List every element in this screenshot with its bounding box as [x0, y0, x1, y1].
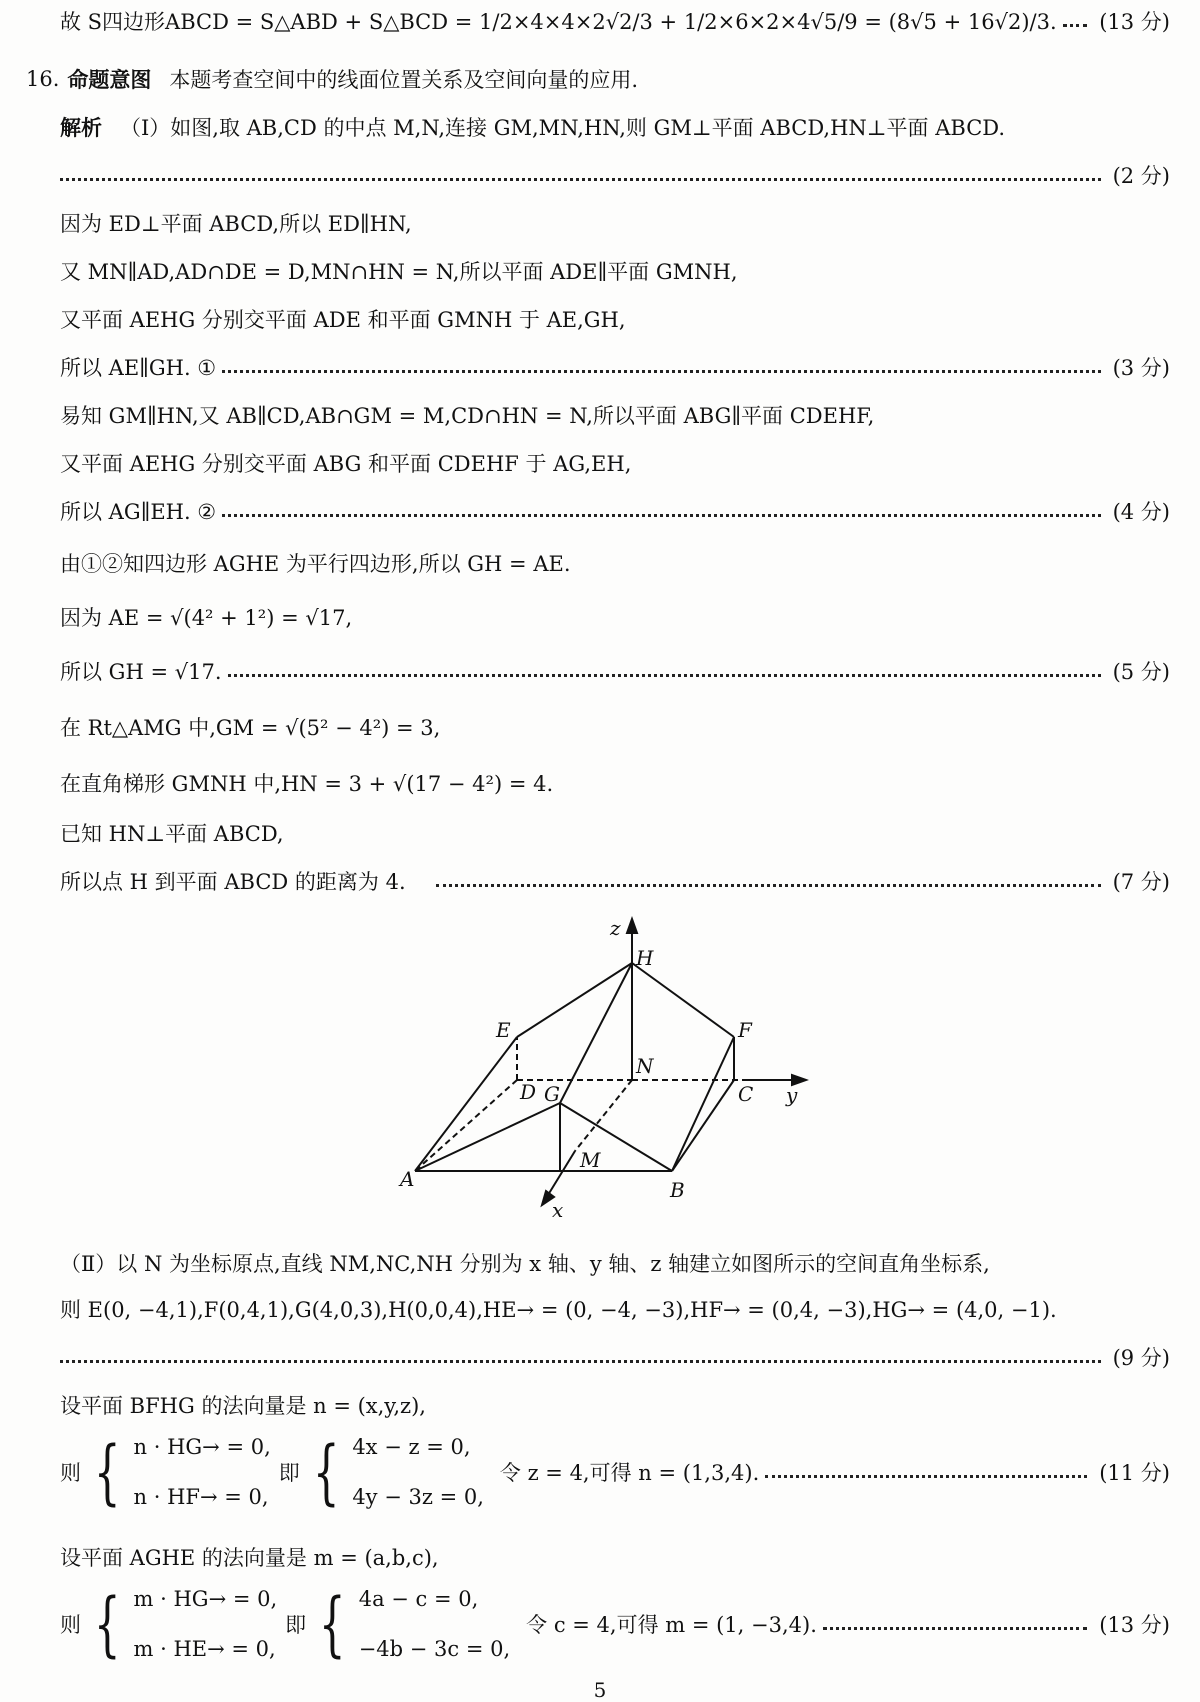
label-H: H	[636, 946, 654, 970]
question-number: 16.	[26, 67, 60, 91]
label-B: B	[670, 1178, 685, 1202]
condition: m · HE→ = 0,	[133, 1637, 276, 1661]
text-line	[60, 304, 1170, 334]
text-line	[60, 1248, 1170, 1278]
text: 设平面 AGHE 的法向量是 m = (a,b,c),	[60, 1546, 439, 1570]
score: (13 分)	[1099, 10, 1170, 34]
dot-leader	[228, 674, 1101, 677]
equation: 4y − 3z = 0,	[352, 1485, 484, 1509]
text-line	[60, 1390, 1170, 1420]
edge-BF	[672, 1037, 734, 1171]
result: 令 c = 4,可得 m = (1, −3,4).	[526, 1613, 817, 1637]
text-line	[60, 818, 1170, 848]
text: 则 E(0, −4,1),F(0,4,1),G(4,0,3),H(0,0,4),HE→ = (0, −4, −3),HF→ = (0,4, −3),HG→ = (4,0, −1).	[60, 1298, 1057, 1322]
page-number: 5	[593, 1678, 607, 1702]
intent-text: 本题考查空间中的线面位置关系及空间向量的应用.	[169, 68, 639, 92]
score: (7 分)	[1112, 870, 1170, 894]
equation-system-1	[60, 1432, 1170, 1512]
edge-AG	[415, 1103, 560, 1171]
text-line	[60, 548, 1170, 578]
text: 所以 GH = √17.	[60, 660, 222, 684]
label-N: N	[636, 1054, 654, 1078]
text: 易知 GM∥HN,又 AB∥CD,AB∩GM = M,CD∩HN = N,所以平面 ABG∥平面 CDEHF,	[60, 404, 875, 428]
text: 因为 ED⊥平面 ABCD,所以 ED∥HN,	[60, 212, 412, 236]
text-line	[60, 602, 1170, 632]
condition: m · HG→ = 0,	[133, 1587, 278, 1611]
dot-leader	[60, 1360, 1101, 1363]
text-line	[60, 352, 1170, 382]
text-line	[60, 656, 1170, 686]
text-line	[60, 1542, 1170, 1572]
left-brace: {	[93, 1583, 121, 1665]
analysis-label: 解析	[60, 116, 102, 140]
system-equations	[359, 1587, 510, 1661]
text: 由①②知四边形 AGHE 为平行四边形,所以 GH = AE.	[60, 552, 571, 576]
text-line	[60, 496, 1170, 526]
label-E: E	[496, 1018, 511, 1042]
equation-system-2	[60, 1584, 1170, 1664]
analysis-line	[60, 112, 1170, 142]
edge-AE	[415, 1037, 517, 1171]
system-equations	[352, 1435, 484, 1509]
left-brace: {	[319, 1583, 346, 1665]
edge-EH	[517, 963, 632, 1037]
text: 已知 HN⊥平面 ABCD,	[60, 822, 284, 846]
label-D: D	[520, 1080, 537, 1104]
text-line	[60, 400, 1170, 430]
ie-label: 即	[285, 1613, 307, 1637]
text: 又平面 AEHG 分别交平面 ADE 和平面 GMNH 于 AE,GH,	[60, 308, 626, 332]
area-formula-line	[60, 6, 1170, 36]
system-conditions	[134, 1435, 271, 1509]
equation: 4x − z = 0,	[352, 1435, 471, 1459]
dot-leader	[222, 370, 1100, 373]
score-line	[60, 160, 1170, 190]
x-axis-dashed	[575, 1080, 632, 1151]
analysis-text: （Ⅰ）如图,取 AB,CD 的中点 M,N,连接 GM,MN,HN,则 GM⊥平面 ABCD,HN⊥平面 ABCD.	[120, 116, 1006, 140]
result: 令 z = 4,可得 n = (1,3,4).	[499, 1461, 760, 1485]
left-brace: {	[312, 1431, 340, 1513]
dot-leader	[765, 1475, 1087, 1478]
score: (9 分)	[1112, 1346, 1170, 1370]
score: (3 分)	[1112, 356, 1170, 380]
text: （Ⅱ）以 N 为坐标原点,直线 NM,NC,NH 分别为 x 轴、y 轴、z 轴建立如图所示的空间直角坐标系,	[60, 1252, 990, 1276]
label-y: y	[786, 1083, 798, 1107]
condition: n · HF→ = 0,	[133, 1485, 269, 1509]
edge-GB	[560, 1103, 672, 1171]
edge-HG	[560, 963, 632, 1103]
text-line	[60, 448, 1170, 478]
intent-label: 命题意图	[67, 68, 152, 92]
text-line	[60, 866, 1170, 896]
score: (2 分)	[1112, 164, 1170, 188]
text: 因为 AE = √(4² + 1²) = √17,	[60, 606, 353, 630]
system-conditions	[134, 1587, 278, 1661]
label-F: F	[738, 1018, 752, 1042]
left-brace: {	[93, 1431, 121, 1513]
dot-leader	[823, 1627, 1087, 1630]
dot-leader	[1063, 24, 1088, 27]
edge-HF	[632, 963, 734, 1037]
score: (13 分)	[1099, 1613, 1170, 1637]
text: 设平面 BFHG 的法向量是 n = (x,y,z),	[60, 1394, 426, 1418]
text-line	[60, 256, 1170, 286]
edge-BC	[672, 1080, 734, 1171]
label-M: M	[580, 1148, 601, 1172]
ie-label: 即	[278, 1461, 300, 1485]
score: (4 分)	[1112, 500, 1170, 524]
label-G: G	[544, 1082, 560, 1106]
score-line	[60, 1342, 1170, 1372]
x-axis	[548, 1151, 575, 1195]
label-x: x	[552, 1198, 564, 1222]
text: 所以 AE∥GH. ①	[60, 356, 217, 380]
label-C: C	[738, 1082, 754, 1106]
dot-leader	[222, 514, 1100, 517]
text: 在直角梯形 GMNH 中,HN = 3 + √(17 − 4²) = 4.	[60, 772, 554, 796]
text: 所以 AG∥EH. ②	[60, 500, 217, 524]
text: 在 Rt△AMG 中,GM = √(5² − 4²) = 3,	[60, 716, 441, 740]
geometry-figure	[400, 905, 820, 1225]
label-z: z	[610, 916, 621, 940]
text-line	[60, 768, 1170, 798]
dot-leader	[60, 178, 1101, 181]
text-line	[60, 208, 1170, 238]
z-axis-arrow	[627, 919, 637, 933]
equation: 4a − c = 0,	[358, 1587, 479, 1611]
edge-DA	[415, 1080, 517, 1171]
score: (5 分)	[1112, 660, 1170, 684]
question-intent-line	[26, 64, 1170, 94]
text: 又平面 AEHG 分别交平面 ABG 和平面 CDEHF 于 AG,EH,	[60, 452, 632, 476]
text: 又 MN∥AD,AD∩DE = D,MN∩HN = N,所以平面 ADE∥平面 GMNH,	[60, 260, 738, 284]
text-line	[60, 1294, 1170, 1324]
dot-leader	[436, 884, 1101, 887]
label-A: A	[400, 1167, 415, 1191]
then-label: 则	[60, 1461, 81, 1485]
text-line	[60, 712, 1170, 742]
condition: n · HG→ = 0,	[133, 1435, 271, 1459]
text: 所以点 H 到平面 ABCD 的距离为 4.	[60, 870, 406, 894]
then-label: 则	[60, 1613, 81, 1637]
equation: −4b − 3c = 0,	[358, 1637, 511, 1661]
score: (11 分)	[1099, 1461, 1170, 1485]
area-formula: 故 S四边形ABCD = S△ABD + S△BCD = 1/2×4×4×2√2/3 + 1/2×6×2×4√5/9 = (8√5 + 16√2)/3.	[60, 10, 1057, 34]
